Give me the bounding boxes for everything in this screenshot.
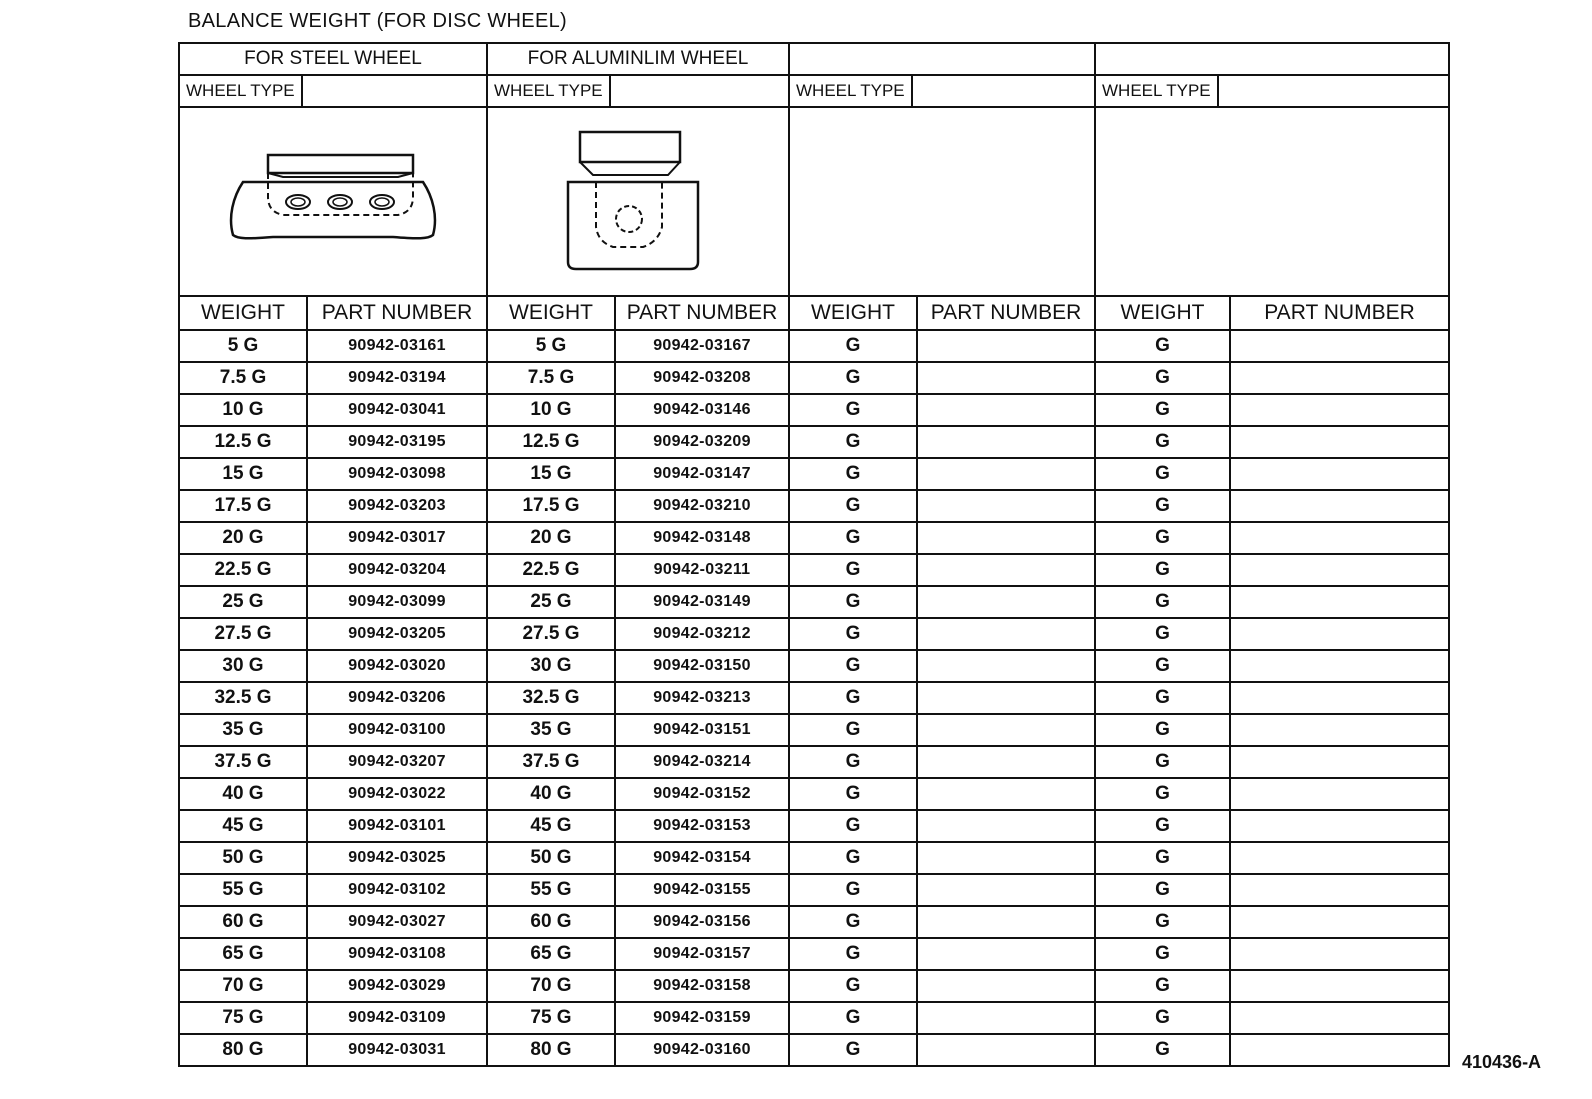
blank-part-number-cell — [917, 938, 1095, 970]
blank-weight-cell: G — [1095, 778, 1230, 810]
blank-part-number-cell — [917, 362, 1095, 394]
aluminum-weight-cell: 10 G — [487, 394, 615, 426]
aluminum-weight-cell: 25 G — [487, 586, 615, 618]
aluminum-part-number-cell: 90942-03167 — [615, 330, 789, 362]
blank-weight-cell: G — [1095, 362, 1230, 394]
blank-part-number-cell — [917, 1002, 1095, 1034]
blank-weight-cell: G — [789, 874, 917, 906]
blank-part-number-cell — [1230, 1002, 1449, 1034]
steel-part-number-cell: 90942-03025 — [307, 842, 487, 874]
blank-part-number-cell — [1230, 938, 1449, 970]
blank-part-number-cell — [1230, 490, 1449, 522]
table-row — [179, 778, 1449, 810]
table-row — [179, 618, 1449, 650]
blank-weight-cell: G — [789, 490, 917, 522]
wheel-type-label: WHEEL TYPE — [180, 76, 303, 106]
aluminum-weight-cell: 37.5 G — [487, 746, 615, 778]
blank-part-number-cell — [1230, 682, 1449, 714]
aluminum-weight-cell: 27.5 G — [487, 618, 615, 650]
aluminum-weight-cell: 60 G — [487, 906, 615, 938]
steel-weight-cell: 55 G — [179, 874, 307, 906]
blank-part-number-cell — [1230, 554, 1449, 586]
section-heading-steel: FOR STEEL WHEEL — [179, 43, 487, 75]
steel-weight-cell: 15 G — [179, 458, 307, 490]
steel-part-number-cell: 90942-03207 — [307, 746, 487, 778]
aluminum-part-number-cell: 90942-03160 — [615, 1034, 789, 1066]
steel-part-number-cell: 90942-03027 — [307, 906, 487, 938]
aluminum-part-number-cell: 90942-03146 — [615, 394, 789, 426]
steel-weight-cell: 35 G — [179, 714, 307, 746]
blank-weight-cell: G — [789, 842, 917, 874]
blank-part-number-cell — [1230, 330, 1449, 362]
blank-part-number-cell — [1230, 618, 1449, 650]
blank-part-number-cell — [917, 970, 1095, 1002]
blank-weight-cell: G — [789, 1034, 917, 1066]
table-row — [179, 362, 1449, 394]
blank-weight-cell: G — [1095, 490, 1230, 522]
weight-header: WEIGHT — [179, 296, 307, 330]
steel-weight-cell: 65 G — [179, 938, 307, 970]
wheel-type-cell-4 — [1095, 75, 1449, 107]
steel-part-number-cell: 90942-03206 — [307, 682, 487, 714]
aluminum-part-number-cell: 90942-03158 — [615, 970, 789, 1002]
aluminum-part-number-cell: 90942-03156 — [615, 906, 789, 938]
steel-weight-cell: 70 G — [179, 970, 307, 1002]
blank-weight-cell: G — [1095, 458, 1230, 490]
wheel-type-label: WHEEL TYPE — [790, 76, 913, 106]
table-row — [179, 714, 1449, 746]
blank-weight-cell: G — [789, 970, 917, 1002]
steel-weight-cell: 12.5 G — [179, 426, 307, 458]
table-row — [179, 842, 1449, 874]
blank-part-number-cell — [917, 842, 1095, 874]
blank-weight-cell: G — [1095, 714, 1230, 746]
blank-part-number-cell — [1230, 842, 1449, 874]
blank-weight-cell: G — [1095, 586, 1230, 618]
table-row — [179, 906, 1449, 938]
aluminum-weight-cell: 17.5 G — [487, 490, 615, 522]
blank-illustration-cell — [1095, 107, 1449, 296]
steel-weight-cell: 45 G — [179, 810, 307, 842]
blank-part-number-cell — [917, 394, 1095, 426]
blank-part-number-cell — [917, 810, 1095, 842]
aluminum-weight-cell: 22.5 G — [487, 554, 615, 586]
blank-weight-cell: G — [1095, 426, 1230, 458]
steel-weight-cell: 20 G — [179, 522, 307, 554]
blank-part-number-cell — [917, 906, 1095, 938]
blank-weight-cell: G — [1095, 970, 1230, 1002]
blank-weight-cell: G — [789, 426, 917, 458]
blank-part-number-cell — [1230, 970, 1449, 1002]
steel-part-number-cell: 90942-03101 — [307, 810, 487, 842]
blank-part-number-cell — [1230, 810, 1449, 842]
blank-weight-cell: G — [1095, 874, 1230, 906]
blank-illustration-cell — [789, 107, 1095, 296]
table-row — [179, 746, 1449, 778]
steel-part-number-cell: 90942-03194 — [307, 362, 487, 394]
part-number-header: PART NUMBER — [307, 296, 487, 330]
steel-part-number-cell: 90942-03195 — [307, 426, 487, 458]
part-number-header: PART NUMBER — [615, 296, 789, 330]
blank-part-number-cell — [917, 426, 1095, 458]
steel-weight-cell: 75 G — [179, 1002, 307, 1034]
page-title: BALANCE WEIGHT (FOR DISC WHEEL) — [188, 10, 567, 32]
steel-part-number-cell: 90942-03020 — [307, 650, 487, 682]
blank-part-number-cell — [1230, 874, 1449, 906]
table-row — [179, 810, 1449, 842]
blank-part-number-cell — [1230, 426, 1449, 458]
blank-weight-cell: G — [789, 362, 917, 394]
blank-weight-cell: G — [1095, 906, 1230, 938]
table-row — [179, 522, 1449, 554]
aluminum-part-number-cell: 90942-03157 — [615, 938, 789, 970]
steel-part-number-cell: 90942-03205 — [307, 618, 487, 650]
aluminum-weight-cell: 55 G — [487, 874, 615, 906]
steel-part-number-cell: 90942-03204 — [307, 554, 487, 586]
aluminum-part-number-cell: 90942-03150 — [615, 650, 789, 682]
aluminum-weight-cell: 15 G — [487, 458, 615, 490]
blank-weight-cell: G — [1095, 1034, 1230, 1066]
aluminum-part-number-cell: 90942-03208 — [615, 362, 789, 394]
blank-weight-cell: G — [1095, 842, 1230, 874]
weight-header: WEIGHT — [789, 296, 917, 330]
table-row — [179, 650, 1449, 682]
blank-part-number-cell — [1230, 586, 1449, 618]
aluminum-weight-cell: 70 G — [487, 970, 615, 1002]
illustration-row — [179, 107, 1449, 296]
aluminum-weight-cell: 32.5 G — [487, 682, 615, 714]
blank-weight-cell: G — [789, 554, 917, 586]
table-row — [179, 874, 1449, 906]
wheel-type-label: WHEEL TYPE — [1096, 76, 1219, 106]
table-row — [179, 554, 1449, 586]
steel-part-number-cell: 90942-03102 — [307, 874, 487, 906]
blank-part-number-cell — [1230, 778, 1449, 810]
part-number-header: PART NUMBER — [917, 296, 1095, 330]
aluminum-part-number-cell: 90942-03211 — [615, 554, 789, 586]
blank-weight-cell: G — [1095, 682, 1230, 714]
blank-weight-cell: G — [789, 682, 917, 714]
blank-weight-cell: G — [1095, 618, 1230, 650]
wheel-type-cell-aluminum — [487, 75, 789, 107]
table-row — [179, 1034, 1449, 1066]
steel-illustration-cell — [179, 107, 487, 296]
blank-part-number-cell — [1230, 1034, 1449, 1066]
blank-part-number-cell — [917, 714, 1095, 746]
blank-part-number-cell — [1230, 522, 1449, 554]
wheel-type-cell-steel — [179, 75, 487, 107]
table-row — [179, 938, 1449, 970]
blank-part-number-cell — [917, 1034, 1095, 1066]
blank-part-number-cell — [917, 618, 1095, 650]
aluminum-illustration-cell — [487, 107, 789, 296]
blank-weight-cell: G — [1095, 554, 1230, 586]
steel-part-number-cell: 90942-03041 — [307, 394, 487, 426]
blank-part-number-cell — [1230, 650, 1449, 682]
blank-weight-cell: G — [789, 1002, 917, 1034]
steel-weight-cell: 37.5 G — [179, 746, 307, 778]
aluminum-weight-cell: 50 G — [487, 842, 615, 874]
steel-weight-cell: 32.5 G — [179, 682, 307, 714]
blank-part-number-cell — [1230, 714, 1449, 746]
blank-weight-cell: G — [789, 330, 917, 362]
steel-part-number-cell: 90942-03161 — [307, 330, 487, 362]
wheel-type-label: WHEEL TYPE — [488, 76, 611, 106]
blank-part-number-cell — [917, 682, 1095, 714]
aluminum-part-number-cell: 90942-03147 — [615, 458, 789, 490]
steel-weight-cell: 22.5 G — [179, 554, 307, 586]
table-row — [179, 490, 1449, 522]
steel-weight-cell: 25 G — [179, 586, 307, 618]
blank-weight-cell: G — [1095, 810, 1230, 842]
aluminum-part-number-cell: 90942-03210 — [615, 490, 789, 522]
column-header-row — [179, 296, 1449, 330]
steel-part-number-cell: 90942-03029 — [307, 970, 487, 1002]
aluminum-part-number-cell: 90942-03153 — [615, 810, 789, 842]
blank-part-number-cell — [1230, 746, 1449, 778]
blank-weight-cell: G — [789, 458, 917, 490]
aluminum-weight-cell: 30 G — [487, 650, 615, 682]
table-row — [179, 970, 1449, 1002]
aluminum-part-number-cell: 90942-03159 — [615, 1002, 789, 1034]
aluminum-weight-cell: 12.5 G — [487, 426, 615, 458]
steel-weight-cell: 50 G — [179, 842, 307, 874]
blank-part-number-cell — [917, 522, 1095, 554]
steel-part-number-cell: 90942-03098 — [307, 458, 487, 490]
aluminum-weight-cell: 35 G — [487, 714, 615, 746]
blank-part-number-cell — [1230, 458, 1449, 490]
steel-part-number-cell: 90942-03203 — [307, 490, 487, 522]
blank-part-number-cell — [917, 330, 1095, 362]
blank-weight-cell: G — [1095, 1002, 1230, 1034]
blank-weight-cell: G — [789, 522, 917, 554]
blank-weight-cell: G — [789, 778, 917, 810]
steel-part-number-cell: 90942-03099 — [307, 586, 487, 618]
blank-part-number-cell — [917, 746, 1095, 778]
steel-part-number-cell: 90942-03022 — [307, 778, 487, 810]
steel-part-number-cell: 90942-03109 — [307, 1002, 487, 1034]
section-heading-aluminum: FOR ALUMINLIM WHEEL — [487, 43, 789, 75]
blank-part-number-cell — [1230, 394, 1449, 426]
blank-part-number-cell — [1230, 362, 1449, 394]
steel-weight-cell: 30 G — [179, 650, 307, 682]
section-heading-row — [179, 43, 1449, 75]
weight-header: WEIGHT — [487, 296, 615, 330]
steel-weight-cell: 17.5 G — [179, 490, 307, 522]
steel-weight-cell: 40 G — [179, 778, 307, 810]
table-row — [179, 394, 1449, 426]
aluminum-part-number-cell: 90942-03209 — [615, 426, 789, 458]
aluminum-weight-cell: 45 G — [487, 810, 615, 842]
aluminum-weight-cell: 80 G — [487, 1034, 615, 1066]
blank-weight-cell: G — [789, 618, 917, 650]
blank-weight-cell: G — [789, 906, 917, 938]
aluminum-part-number-cell: 90942-03148 — [615, 522, 789, 554]
table-row — [179, 586, 1449, 618]
steel-part-number-cell: 90942-03108 — [307, 938, 487, 970]
aluminum-weight-cell: 65 G — [487, 938, 615, 970]
aluminum-part-number-cell: 90942-03154 — [615, 842, 789, 874]
aluminum-weight-cell: 20 G — [487, 522, 615, 554]
blank-weight-cell: G — [789, 650, 917, 682]
section-heading-4 — [1095, 43, 1449, 75]
steel-part-number-cell: 90942-03100 — [307, 714, 487, 746]
aluminum-part-number-cell: 90942-03214 — [615, 746, 789, 778]
table-row — [179, 458, 1449, 490]
steel-clip-weight-icon — [223, 147, 443, 257]
blank-weight-cell: G — [1095, 522, 1230, 554]
steel-weight-cell: 7.5 G — [179, 362, 307, 394]
aluminum-weight-cell: 5 G — [487, 330, 615, 362]
aluminum-part-number-cell: 90942-03152 — [615, 778, 789, 810]
blank-part-number-cell — [917, 586, 1095, 618]
blank-weight-cell: G — [1095, 746, 1230, 778]
steel-weight-cell: 10 G — [179, 394, 307, 426]
blank-weight-cell: G — [789, 714, 917, 746]
aluminum-clip-weight-icon — [558, 127, 718, 277]
weight-header: WEIGHT — [1095, 296, 1230, 330]
aluminum-part-number-cell: 90942-03149 — [615, 586, 789, 618]
blank-weight-cell: G — [789, 394, 917, 426]
blank-part-number-cell — [917, 778, 1095, 810]
blank-weight-cell: G — [789, 586, 917, 618]
balance-weight-table — [178, 42, 1450, 1067]
blank-weight-cell: G — [1095, 394, 1230, 426]
blank-weight-cell: G — [789, 810, 917, 842]
steel-part-number-cell: 90942-03017 — [307, 522, 487, 554]
table-row — [179, 1002, 1449, 1034]
blank-weight-cell: G — [789, 938, 917, 970]
blank-weight-cell: G — [1095, 650, 1230, 682]
section-heading-3 — [789, 43, 1095, 75]
table-row — [179, 682, 1449, 714]
blank-part-number-cell — [1230, 906, 1449, 938]
table-row — [179, 330, 1449, 362]
aluminum-weight-cell: 75 G — [487, 1002, 615, 1034]
figure-reference: 410436-A — [1462, 1052, 1542, 1072]
steel-weight-cell: 80 G — [179, 1034, 307, 1066]
aluminum-part-number-cell: 90942-03155 — [615, 874, 789, 906]
blank-weight-cell: G — [1095, 938, 1230, 970]
steel-weight-cell: 27.5 G — [179, 618, 307, 650]
blank-part-number-cell — [917, 490, 1095, 522]
steel-weight-cell: 5 G — [179, 330, 307, 362]
blank-weight-cell: G — [1095, 330, 1230, 362]
aluminum-part-number-cell: 90942-03212 — [615, 618, 789, 650]
blank-part-number-cell — [917, 874, 1095, 906]
blank-part-number-cell — [917, 554, 1095, 586]
wheel-type-cell-3 — [789, 75, 1095, 107]
blank-weight-cell: G — [789, 746, 917, 778]
steel-weight-cell: 60 G — [179, 906, 307, 938]
table-row — [179, 426, 1449, 458]
aluminum-part-number-cell: 90942-03213 — [615, 682, 789, 714]
aluminum-weight-cell: 40 G — [487, 778, 615, 810]
aluminum-weight-cell: 7.5 G — [487, 362, 615, 394]
aluminum-part-number-cell: 90942-03151 — [615, 714, 789, 746]
wheel-type-row — [179, 75, 1449, 107]
steel-part-number-cell: 90942-03031 — [307, 1034, 487, 1066]
blank-part-number-cell — [917, 650, 1095, 682]
part-number-header: PART NUMBER — [1230, 296, 1449, 330]
blank-part-number-cell — [917, 458, 1095, 490]
